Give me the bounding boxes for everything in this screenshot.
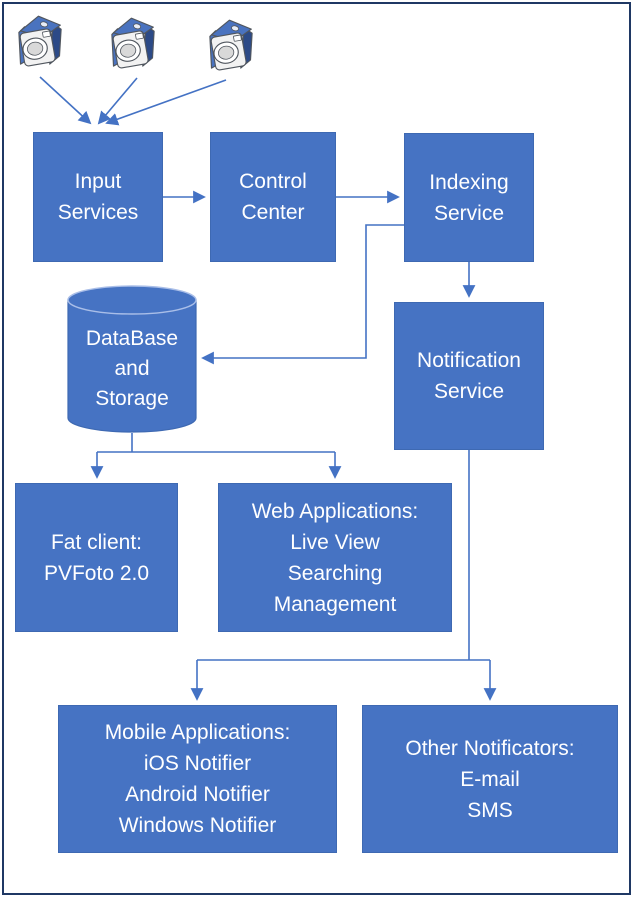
- edge-camera3-to-input: [107, 80, 226, 123]
- node-control-center: [210, 132, 336, 262]
- node-label-line: Services: [57, 201, 139, 224]
- node-label-line: Service: [433, 201, 505, 225]
- node-label-line: Control: [239, 170, 307, 193]
- camera-icon: [107, 11, 159, 79]
- node-label-line: Storage: [95, 387, 169, 410]
- node-label-line: Fat client:: [50, 530, 143, 554]
- camera-icon: [14, 9, 66, 77]
- node-label-line: Searching: [287, 561, 383, 585]
- node-label-line: Android Notifier: [125, 783, 270, 806]
- edge-camera2-to-input: [99, 78, 137, 123]
- node-label-line: PVFoto 2.0: [43, 561, 150, 585]
- node-label-line: Input: [74, 170, 122, 193]
- node-indexing-service: [404, 133, 534, 262]
- node-label-line: Mobile Applications:: [104, 721, 291, 744]
- node-label-line: E-mail: [460, 767, 520, 791]
- node-label-line: Notification: [417, 349, 521, 372]
- node-web-applications: [218, 483, 452, 632]
- node-fat-client: [15, 483, 178, 632]
- node-label-line: Service: [433, 380, 505, 403]
- node-label-line: DataBase: [85, 327, 179, 350]
- node-input-services: [33, 132, 163, 262]
- node-notification-service: [394, 302, 544, 450]
- node-mobile-applications: [58, 705, 337, 853]
- node-label-line: Other Notificators:: [405, 736, 575, 760]
- node-label-line: iOS Notifier: [143, 752, 252, 775]
- node-label-line: Windows Notifier: [118, 814, 277, 837]
- node-other-notificators: [362, 705, 618, 853]
- node-label-line: and: [114, 357, 150, 380]
- node-label-line: SMS: [467, 798, 513, 822]
- camera-icon: [205, 13, 257, 81]
- node-label-line: Management: [273, 592, 397, 616]
- node-label-line: Live View: [290, 530, 380, 554]
- node-label-line: Center: [241, 201, 305, 224]
- node-label-line: Indexing: [429, 170, 509, 194]
- edge-camera1-to-input: [40, 77, 90, 123]
- node-label-line: Web Applications:: [251, 499, 419, 523]
- node-database-cylinder: [67, 285, 197, 433]
